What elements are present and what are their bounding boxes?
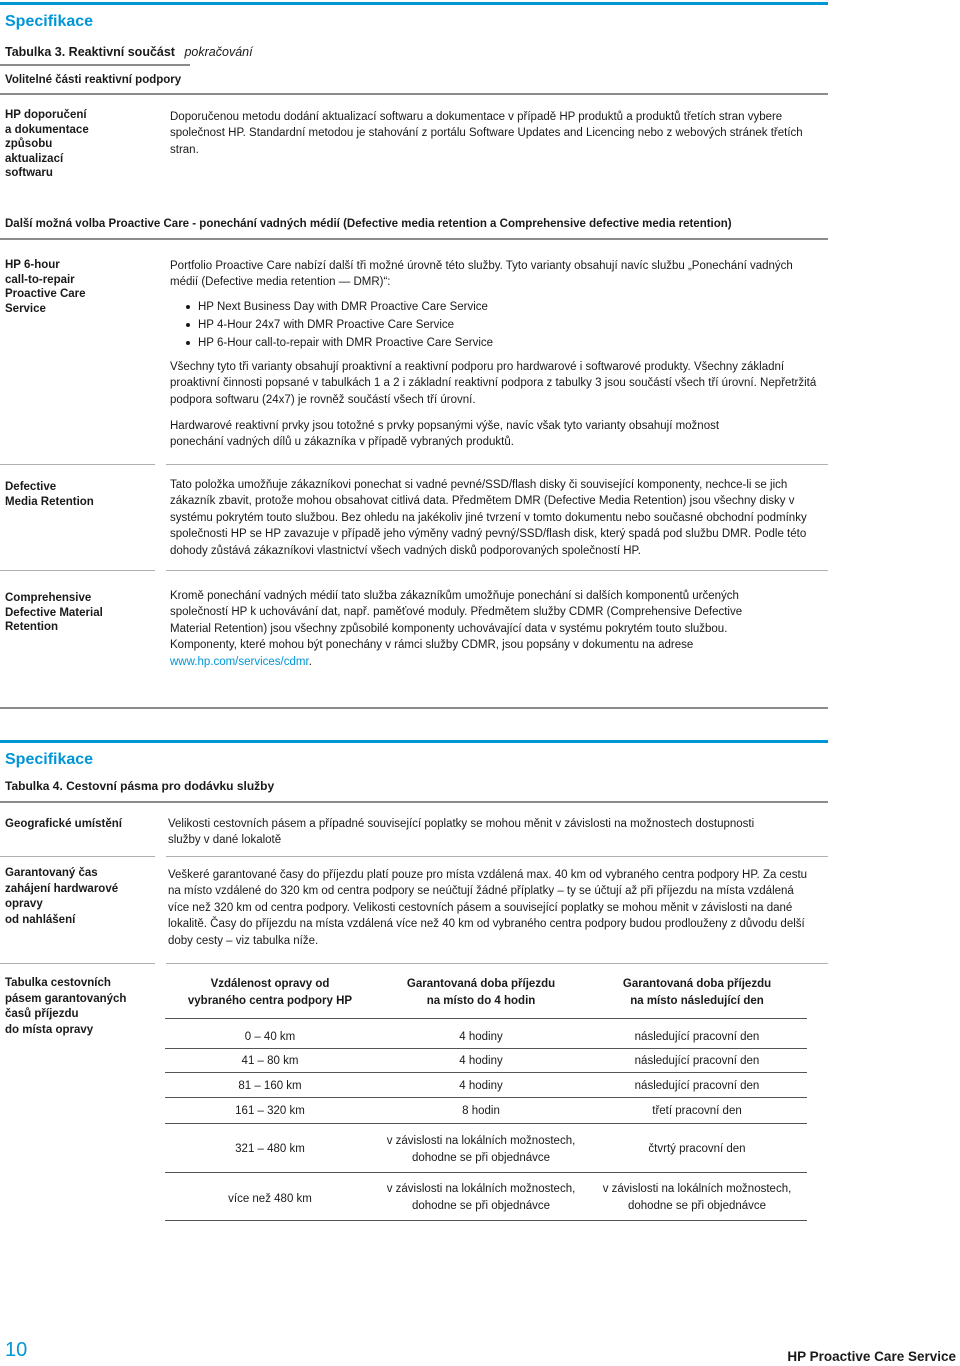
table-cell: 81 – 160 km — [238, 1080, 302, 1092]
table-cell — [587, 1181, 807, 1214]
travel-table-header — [165, 976, 375, 1009]
label-line: a dokumentace — [5, 123, 89, 136]
table-row-rule — [165, 1048, 807, 1049]
row-text-guaranteed-time: Veškeré garantované časy do příjezdu platí pouze pro místa vzdálená max. 40 km od vybraného centra podpory HP. Za cestu na místo vzdálené do 320 km od centra podpory se neúčtují žádné příplatky – ty se účtují až při příjezdu na místa vzdálená více než 320 km od centra podpory. Velikosti cestovních pásem a související poplatky se mohou měnit v závislosti na dané lokalitě. Časy do příjezdu na místa vzdálená více než 40 km od vybraného centra podpory budou prodlouženy z důvodu delší doby cesty – viz tabulka níže. — [168, 869, 808, 947]
footer-product-name: HP Proactive Care Service — [787, 1349, 956, 1364]
list-item: HP 6-Hour call-to-repair with DMR Proactive Care Service — [170, 334, 810, 352]
row-label-guaranteed-time — [5, 866, 155, 928]
label-line: časů příjezdu — [5, 1008, 79, 1020]
table-row-rule — [165, 1097, 807, 1098]
subheading: Volitelné části reaktivní podpory — [5, 74, 182, 86]
cell-line: dohodne se při objednávce — [411, 1151, 551, 1164]
cdmr-link-suffix: . — [308, 655, 312, 668]
row-para2-6hour: Všechny tyto tři varianty obsahují proaktivní a reaktivní podporu pro hardwarové i softwarové produkty. Všechny základní proaktivní činnosti popsané v tabulkách 1 a 2 i základní reaktivní podpora z tabulky 3 jsou součástí všech tří úrovní. Nepřetržitá podpora softwaru (24x7) je rovněž součástí všech tří úrovní. — [170, 361, 817, 406]
label-line: Geografické umístění — [5, 818, 122, 830]
row-divider-right — [166, 963, 828, 964]
table-cell: čtvrtý pracovní den — [648, 1143, 746, 1155]
row-intro-6hour: Portfolio Proactive Care nabízí další tři možné úrovně této služby. Tyto varianty obsahují navíc službu „Ponechání vadných médií (Defective media retention — DMR)“: — [170, 260, 793, 289]
row-label-recommendation — [5, 108, 155, 181]
header-line: na místo následující den — [630, 994, 764, 1007]
row-text-recommendation: Doporučenou metodu dodání aktualizací softwaru a dokumentace v případě HP produktů a produktů třetích stran vybere společnost HP. Standardní metodou je stahování z portálu Software Updates and Licencing nebo z webových stránek třetích stran. — [170, 111, 803, 156]
option-heading-rule — [0, 238, 828, 240]
header-line: Garantovaná doba příjezdu — [622, 978, 772, 990]
list-item: HP Next Business Day with DMR Proactive Care Service — [170, 298, 810, 316]
table-header-rule — [165, 1018, 807, 1019]
cdmr-link[interactable]: www.hp.com/services/cdmr — [170, 655, 309, 668]
table-cell: 4 hodiny — [459, 1055, 503, 1067]
subheading-rule — [0, 93, 828, 95]
cell-line: v závislosti na lokálních možnostech, — [386, 1183, 576, 1195]
table-cell: 0 – 40 km — [244, 1031, 296, 1043]
section-top-rule — [0, 2, 828, 5]
table-cell: více než 480 km — [228, 1193, 312, 1205]
section-top-rule — [0, 740, 828, 743]
label-line: Retention — [5, 621, 59, 633]
table-cell: 4 hodiny — [459, 1080, 503, 1092]
label-line: Defective — [5, 481, 57, 493]
table-label-rule — [0, 801, 828, 803]
table-cell: 41 – 80 km — [241, 1055, 299, 1067]
row-divider-left — [0, 856, 155, 857]
label-line: do místa opravy — [5, 1023, 94, 1036]
cell-line: v závislosti na lokálních možnostech, — [602, 1183, 792, 1195]
label-line: Media Retention — [5, 495, 94, 508]
label-line: call-to-repair — [5, 273, 75, 286]
section-end-rule — [0, 707, 828, 709]
label-line: pásem garantovaných — [5, 992, 127, 1005]
page-number: 10 — [5, 1339, 28, 1361]
row-divider-left — [0, 464, 155, 465]
row-label-geo — [5, 817, 155, 832]
table-row-rule — [165, 1172, 807, 1173]
label-line: opravy — [5, 898, 43, 910]
header-line: na místo do 4 hodin — [426, 994, 536, 1007]
row-label-cdmr — [5, 591, 155, 635]
list-item: HP 4-Hour 24x7 with DMR Proactive Care Service — [170, 316, 810, 334]
row-divider-left — [0, 963, 155, 964]
table-cell: následující pracovní den — [634, 1080, 760, 1092]
travel-table-header — [587, 976, 807, 1009]
header-line: Vzdálenost opravy od — [210, 978, 330, 990]
section-heading: Specifikace — [5, 13, 94, 30]
row-text-dmr: Tato položka umožňuje zákazníkovi ponechat si vadné pevné/SSD/flash disky či související komponenty, nechce-li se jich zákazník zbavit, protože mohou obsahovat citlivá data. Předmětem DMR (Defective Media Retention) jsou všechny disky v systému pokrytém touto službou. Bez ohledu na jakékoliv jiné tvrzení v tomto dokumentu nebo současné obchodní podmínky společnosti HP se HP zavazuje v případě jeho výměny vadný pevný/SSD/flash disk, který spadá pod službu DMR. Podle této dohody zůstává zákazníkovi vlastnictví všech vadných disků podporovaných společností HP. — [170, 479, 807, 557]
table-cell: třetí pracovní den — [652, 1105, 742, 1117]
label-line: HP doporučení — [5, 109, 87, 121]
row-divider-right — [166, 464, 828, 465]
cell-line: dohodne se při objednávce — [627, 1199, 767, 1212]
row-divider-right — [166, 570, 828, 571]
row-text-cdmr — [170, 588, 770, 670]
option-heading: Další možná volba Proactive Care - ponechání vadných médií (Defective media retention a Comprehensive defective media retention) — [5, 218, 732, 230]
label-line: aktualizací — [5, 152, 64, 165]
table-row-rule — [165, 1072, 807, 1073]
label-line: od nahlášení — [5, 913, 76, 926]
table-cell: následující pracovní den — [634, 1031, 760, 1043]
row-label-dmr — [5, 480, 155, 509]
table-cell — [375, 1181, 587, 1214]
label-line: softwaru — [5, 167, 53, 179]
label-line: Defective Material — [5, 606, 103, 619]
label-line: zahájení hardwarové — [5, 882, 119, 895]
table-cell: 4 hodiny — [459, 1031, 503, 1043]
table-label — [5, 44, 253, 60]
label-line: HP 6-hour — [5, 259, 60, 271]
row-para3-6hour: Hardwarové reaktivní prvky jsou totožné s prvky popsanými výše, navíc však tyto varianty obsahují možnost ponechání vadných dílů u zákazníka v případě vybraných produktů. — [170, 420, 720, 449]
table-cell: následující pracovní den — [634, 1055, 760, 1067]
travel-table-header — [375, 976, 587, 1009]
table-cell: 161 – 320 km — [235, 1105, 305, 1117]
label-line: Tabulka cestovních — [5, 977, 111, 989]
table-cell: 8 hodin — [462, 1105, 500, 1117]
table-label-suffix: pokračování — [184, 45, 253, 59]
label-line: Service — [5, 302, 46, 315]
header-line: vybraného centra podpory HP — [187, 994, 353, 1007]
label-line: Garantovaný čas — [5, 867, 98, 879]
table-cell: 321 – 480 km — [235, 1143, 305, 1155]
cdmr-text: Kromě ponechání vadných médií tato služba zákazníkům umožňuje ponechání si dalších komponentů určených společností HP k uchovávání dat, např. paměťové moduly. Předmětem služby CDMR (Comprehensive Defective Material Retention) jsou všechny způsobilé komponenty uchovávající data v systému pokrytém touto službou. Komponenty, které mohou být ponechány v rámci služby CDMR, jsou popsány v dokumentu na adrese — [170, 590, 743, 652]
table-bottom-rule — [165, 1220, 807, 1221]
row-label-6hour — [5, 258, 155, 316]
table-cell — [375, 1133, 587, 1166]
section-heading: Specifikace — [5, 751, 94, 768]
service-variant-list — [170, 298, 810, 352]
table-label-rule — [0, 64, 190, 66]
row-divider-left — [0, 570, 155, 571]
label-line: způsobu — [5, 138, 53, 150]
cell-line: dohodne se při objednávce — [411, 1199, 551, 1212]
row-text-geo: Velikosti cestovních pásem a případné související poplatky se mohou měnit v závislosti na možnostech dostupnosti služby v dané lokalotě — [168, 818, 755, 847]
label-line: Proactive Care — [5, 288, 86, 300]
row-divider-right — [166, 856, 828, 857]
label-line: Comprehensive — [5, 592, 92, 604]
cell-line: v závislosti na lokálních možnostech, — [386, 1135, 576, 1147]
table-label-text: Tabulka 3. Reaktivní součást — [5, 45, 175, 59]
table-label: Tabulka 4. Cestovní pásma pro dodávku služby — [5, 779, 275, 793]
table-row-rule — [165, 1123, 807, 1124]
row-label-travel-table — [5, 976, 160, 1038]
header-line: Garantovaná doba příjezdu — [406, 978, 556, 990]
